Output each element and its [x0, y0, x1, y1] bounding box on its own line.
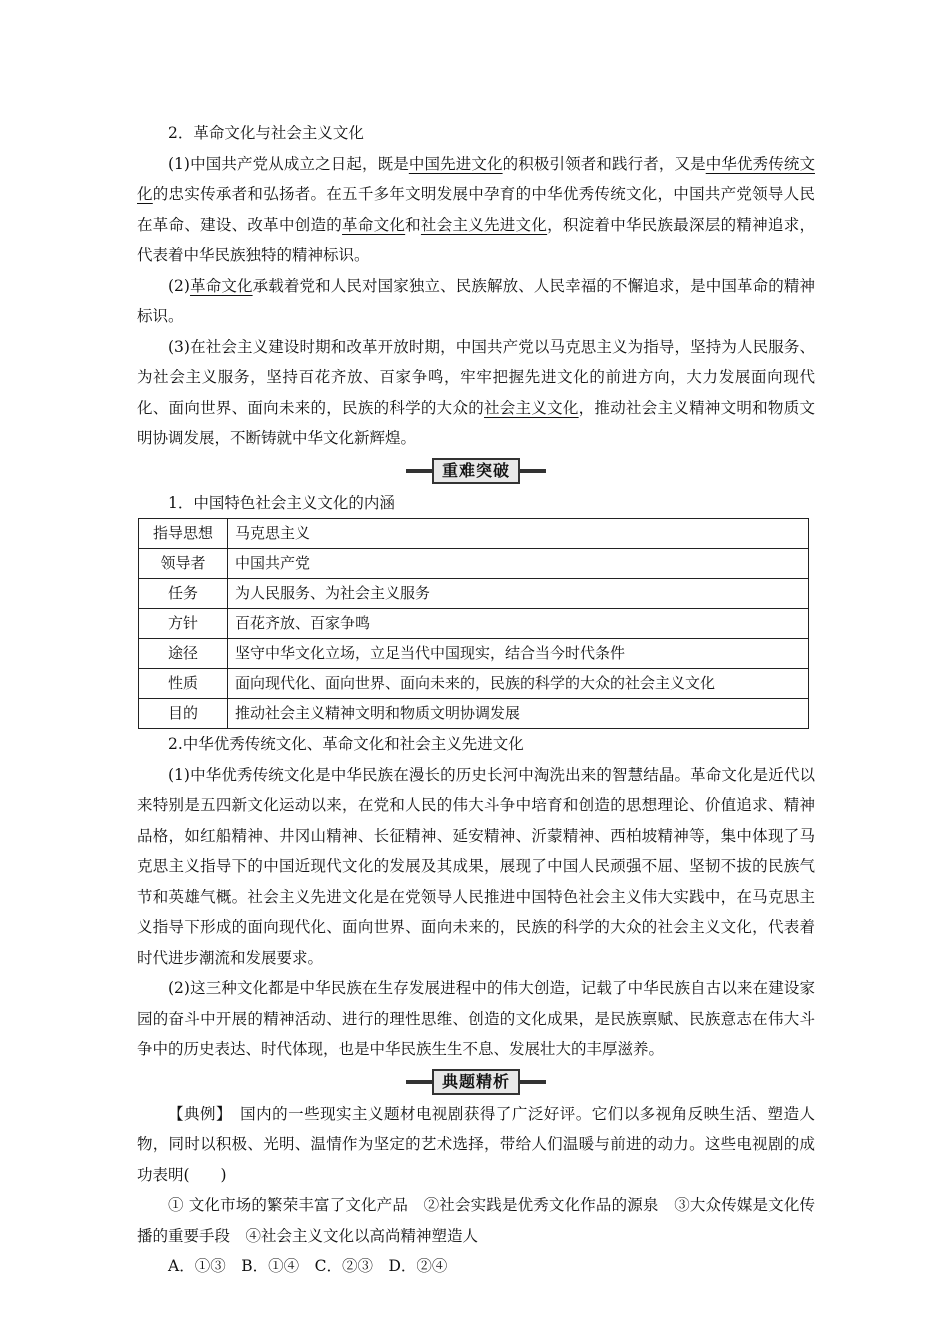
underlined-term: 中华优秀传统文化 — [137, 154, 815, 203]
text-run: 的积极引领者和践行者，又是 — [502, 154, 706, 173]
table-key: 任务 — [139, 579, 228, 609]
table-row — [139, 549, 809, 579]
table-key: 方针 — [139, 609, 228, 639]
table-key: 性质 — [139, 669, 228, 699]
table-value: 面向现代化、面向世界、面向未来的，民族的科学的大众的社会主义文化 — [228, 669, 809, 699]
banner-bar-left — [406, 1080, 432, 1084]
table-value: 百花齐放、百家争鸣 — [228, 609, 809, 639]
text-run: (3)在社会主义建设时期和改革开放时期，中国共产党以马克思主义为指导，坚持为人民服务、为社会主义服务，坚持百花齐放、百家争鸣，牢牢把握先进文化的前进方向，大力发展面向现代化、面向世界、面向未来的，民族的科学的大众的 — [137, 337, 815, 417]
table-row — [139, 639, 809, 669]
example-statements: ① 文化市场的繁荣丰富了文化产品 ②社会实践是优秀文化作品的源泉 ③大众传媒是文化传播的重要手段 ④社会主义文化以高尚精神塑造人 — [137, 1196, 815, 1245]
text-run: (1)中国共产党从成立之日起，既是 — [168, 154, 409, 173]
table-key: 指导思想 — [139, 519, 228, 549]
banner-bar-right — [520, 469, 546, 473]
section-banner — [137, 454, 815, 488]
table-key: 目的 — [139, 699, 228, 729]
banner-title: 重难突破 — [432, 458, 520, 484]
table-value: 推动社会主义精神文明和物质文明协调发展 — [228, 699, 809, 729]
content-column — [137, 118, 815, 1282]
table-row — [139, 519, 809, 549]
banner-bar-left — [406, 469, 432, 473]
example-question — [137, 1099, 815, 1191]
example-stem: 国内的一些现实主义题材电视剧获得了广泛好评。它们以多视角反映生活、塑造人物，同时以积极、光明、温情作为坚定的艺术选择，带给人们温暖与前进的动力。这些电视剧的成功表明( ) — [137, 1104, 815, 1184]
paragraph: (2)这三种文化都是中华民族在生存发展进程中的伟大创造，记载了中华民族自古以来在建设家园的奋斗中开展的精神活动、进行的理性思维、创造的文化成果，是民族禀赋、民族意志在伟大斗争中的历史表达、时代体现，也是中华民族生生不息、发展壮大的丰厚滋养。 — [137, 979, 815, 1058]
text-run: ，推动社会主义精神文明和物质文明协调发展，不断铸就中华文化新辉煌。 — [137, 398, 815, 447]
table-row — [139, 699, 809, 729]
paragraph — [137, 332, 815, 454]
text-run: (2) — [168, 276, 190, 295]
text-run: ，积淀着中华民族最深层的精神追求，代表着中华民族独特的精神标识。 — [137, 215, 815, 264]
paragraph — [137, 271, 815, 332]
section-heading: 2．革命文化与社会主义文化 — [168, 124, 364, 142]
table-value: 马克思主义 — [228, 519, 809, 549]
table-key: 领导者 — [139, 549, 228, 579]
underlined-term: 社会主义文化 — [484, 398, 579, 417]
paragraph: (1)中华优秀传统文化是中华民族在漫长的历史长河中淘洗出来的智慧结晶。革命文化是近代以来特别是五四新文化运动以来，在党和人民的伟大斗争中培育和创造的思想理论、价值追求、精神品格，如红船精神、井冈山精神、长征精神、延安精神、沂蒙精神、西柏坡精神等，集中体现了马克思主义指导下的中国近现代文化的发展及其成果，展现了中国人民顽强不屈、坚韧不拔的民族气节和英雄气概。社会主义先进文化是在党领导人民推进中国特色社会主义伟大实践中，在马克思主义指导下形成的面向现代化、面向世界、面向未来的，民族的科学的大众的社会主义文化，代表着时代进步潮流和发展要求。 — [137, 765, 815, 967]
table-row — [139, 579, 809, 609]
section-heading: 2.中华优秀传统文化、革命文化和社会主义先进文化 — [168, 735, 524, 753]
table-value: 中国共产党 — [228, 549, 809, 579]
banner-bar-right — [520, 1080, 546, 1084]
table-row — [139, 669, 809, 699]
underlined-term: 社会主义先进文化 — [420, 215, 548, 234]
section-banner — [137, 1065, 815, 1099]
underlined-term: 中国先进文化 — [408, 154, 503, 173]
example-tag: 【典例】 — [168, 1104, 225, 1123]
text-run: 承载着党和人民对国家独立、民族解放、人民幸福的不懈追求，是中国革命的精神标识。 — [137, 276, 815, 325]
text-run: 和 — [405, 215, 421, 234]
table-row — [139, 609, 809, 639]
text-run: 的忠实传承者和弘扬者。在五千多年文明发展中孕育的中华优秀传统文化，中国共产党领导人民在革命、建设、改革中创造的 — [137, 185, 815, 234]
table-value: 为人民服务、为社会主义服务 — [228, 579, 809, 609]
table-value: 坚守中华文化立场，立足当代中国现实，结合当今时代条件 — [228, 639, 809, 669]
table-key: 途径 — [139, 639, 228, 669]
table-title: 1．中国特色社会主义文化的内涵 — [168, 493, 395, 512]
underlined-term: 革命文化 — [342, 215, 406, 234]
culture-table — [138, 518, 809, 729]
example-options: A．①③ B．①④ C．②③ D．②④ — [168, 1257, 448, 1275]
paragraph — [137, 149, 815, 271]
banner-title: 典题精析 — [432, 1069, 520, 1095]
underlined-term: 革命文化 — [189, 276, 253, 295]
